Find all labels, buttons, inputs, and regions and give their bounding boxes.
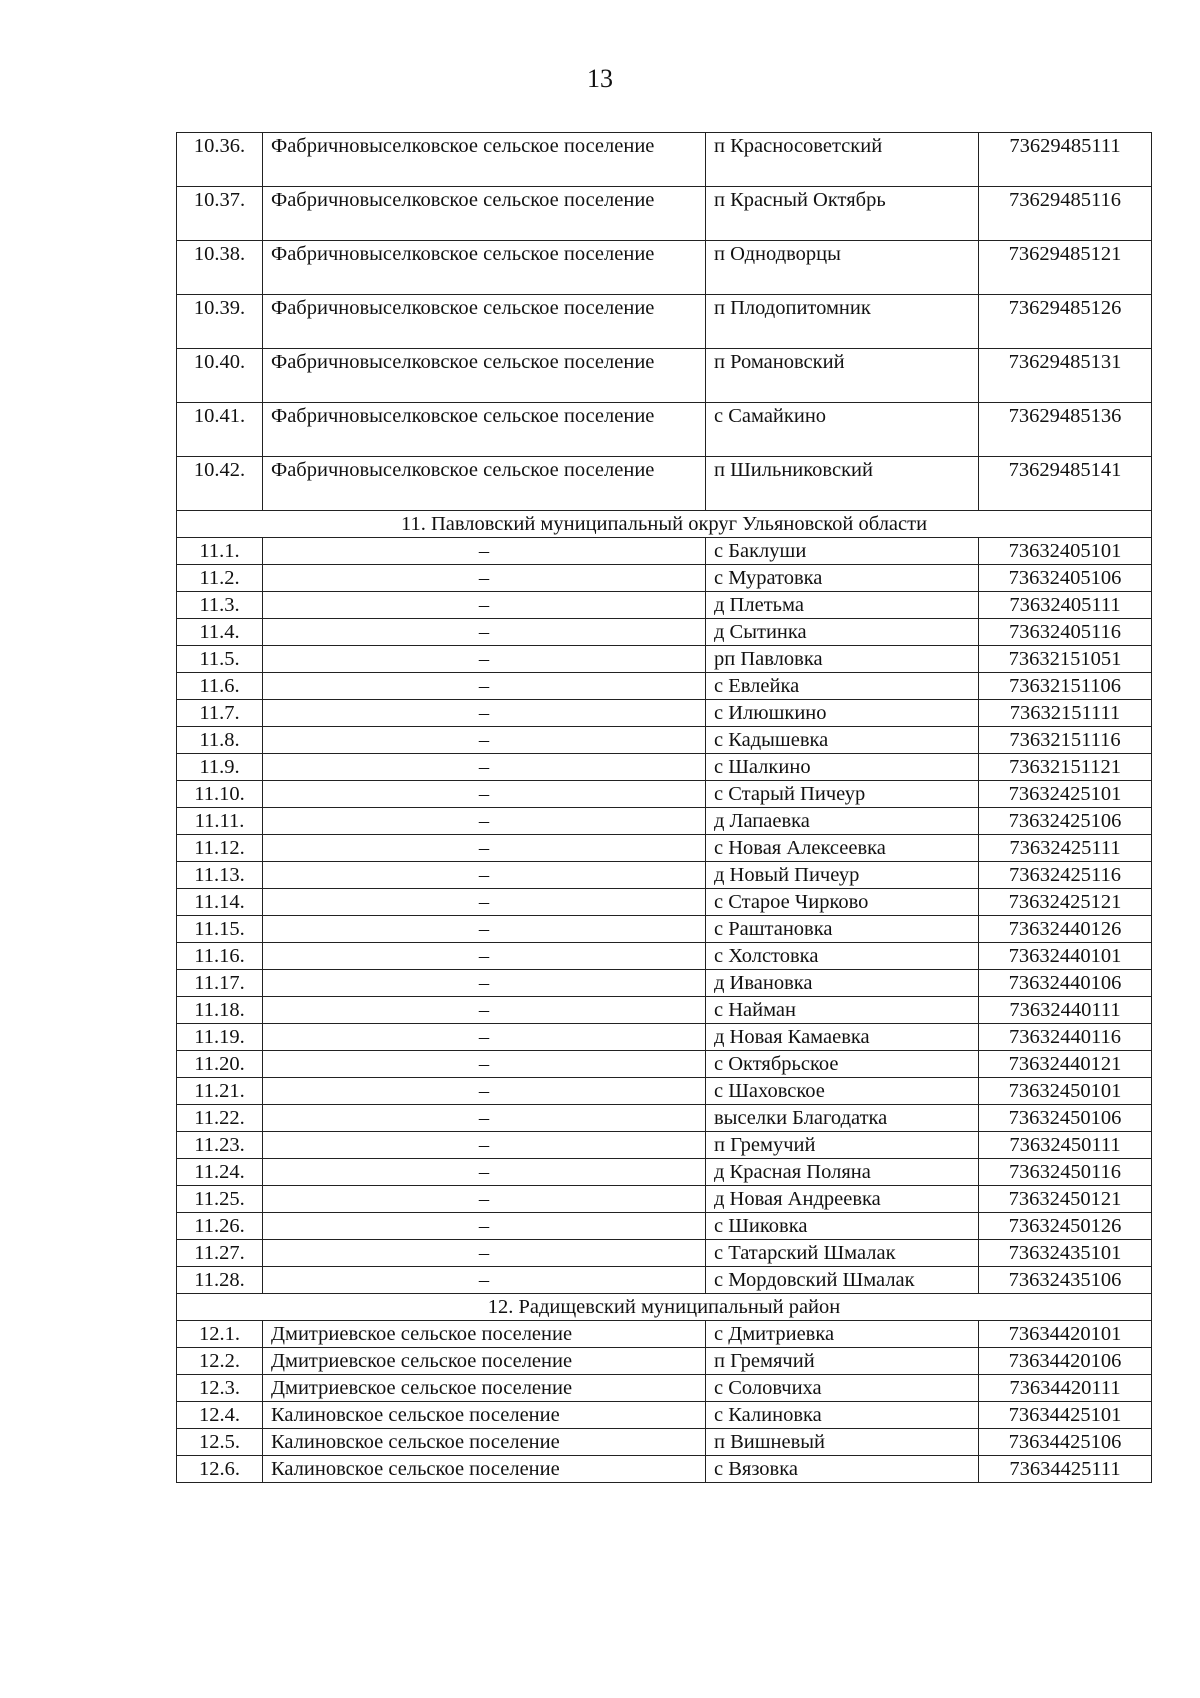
- oktmo-code: 73629485141: [979, 457, 1152, 511]
- locality-name: рп Павловка: [706, 646, 979, 673]
- table-row: [177, 241, 1152, 295]
- table-row: [177, 1186, 1152, 1213]
- locality-name: с Шаховское: [706, 1078, 979, 1105]
- table-row: [177, 916, 1152, 943]
- oktmo-code: 73632440111: [979, 997, 1152, 1024]
- table-row: [177, 1132, 1152, 1159]
- settlement-name: –: [263, 781, 706, 808]
- section-header-row: [177, 1294, 1152, 1321]
- settlement-name: Фабричновыселковское сельское поселение: [263, 457, 706, 511]
- row-number: 12.1.: [177, 1321, 263, 1348]
- oktmo-code: 73634425106: [979, 1429, 1152, 1456]
- locality-name: п Красносоветский: [706, 133, 979, 187]
- oktmo-code: 73634420106: [979, 1348, 1152, 1375]
- table-row: [177, 1429, 1152, 1456]
- settlement-name: –: [263, 1132, 706, 1159]
- locality-name: с Дмитриевка: [706, 1321, 979, 1348]
- locality-name: с Соловчиха: [706, 1375, 979, 1402]
- oktmo-code: 73632450121: [979, 1186, 1152, 1213]
- settlement-name: –: [263, 1024, 706, 1051]
- oktmo-code: 73629485121: [979, 241, 1152, 295]
- row-number: 11.8.: [177, 727, 263, 754]
- table-row: [177, 970, 1152, 997]
- settlement-name: Дмитриевское сельское поселение: [263, 1348, 706, 1375]
- oktmo-code: 73632450101: [979, 1078, 1152, 1105]
- locality-name: д Новый Пичеур: [706, 862, 979, 889]
- settlement-name: –: [263, 1186, 706, 1213]
- row-number: 11.17.: [177, 970, 263, 997]
- table-row: [177, 781, 1152, 808]
- table-row: [177, 457, 1152, 511]
- oktmo-code: 73634420111: [979, 1375, 1152, 1402]
- table-row: [177, 673, 1152, 700]
- oktmo-code: 73632425116: [979, 862, 1152, 889]
- oktmo-code: 73632440106: [979, 970, 1152, 997]
- settlement-name: –: [263, 1051, 706, 1078]
- locality-name: с Старый Пичеур: [706, 781, 979, 808]
- row-number: 11.18.: [177, 997, 263, 1024]
- locality-name: с Шиковка: [706, 1213, 979, 1240]
- settlement-name: Калиновское сельское поселение: [263, 1456, 706, 1483]
- locality-name: с Найман: [706, 997, 979, 1024]
- table-row: [177, 754, 1152, 781]
- row-number: 11.27.: [177, 1240, 263, 1267]
- table-row: [177, 997, 1152, 1024]
- locality-name: с Шалкино: [706, 754, 979, 781]
- table-row: [177, 1375, 1152, 1402]
- table-row: [177, 889, 1152, 916]
- locality-name: с Муратовка: [706, 565, 979, 592]
- oktmo-code: 73632435106: [979, 1267, 1152, 1294]
- locality-name: с Кадышевка: [706, 727, 979, 754]
- settlement-name: –: [263, 565, 706, 592]
- row-number: 11.23.: [177, 1132, 263, 1159]
- locality-name: п Гремучий: [706, 1132, 979, 1159]
- settlement-name: –: [263, 1105, 706, 1132]
- row-number: 11.4.: [177, 619, 263, 646]
- table-row: [177, 1348, 1152, 1375]
- locality-name: с Евлейка: [706, 673, 979, 700]
- oktmo-code: 73632405106: [979, 565, 1152, 592]
- row-number: 12.5.: [177, 1429, 263, 1456]
- oktmo-code: 73632405111: [979, 592, 1152, 619]
- locality-name: с Старое Чирково: [706, 889, 979, 916]
- row-number: 11.13.: [177, 862, 263, 889]
- row-number: 11.1.: [177, 538, 263, 565]
- settlement-name: –: [263, 727, 706, 754]
- locality-name: с Новая Алексеевка: [706, 835, 979, 862]
- table-row: [177, 592, 1152, 619]
- locality-name: п Красный Октябрь: [706, 187, 979, 241]
- oktmo-code: 73629485126: [979, 295, 1152, 349]
- settlement-name: –: [263, 646, 706, 673]
- settlement-name: –: [263, 970, 706, 997]
- row-number: 10.36.: [177, 133, 263, 187]
- table-row: [177, 565, 1152, 592]
- row-number: 12.3.: [177, 1375, 263, 1402]
- locality-name: с Баклуши: [706, 538, 979, 565]
- locality-name: п Однодворцы: [706, 241, 979, 295]
- table-row: [177, 808, 1152, 835]
- table-row: [177, 646, 1152, 673]
- row-number: 11.11.: [177, 808, 263, 835]
- oktmo-code: 73629485116: [979, 187, 1152, 241]
- table-row: [177, 1024, 1152, 1051]
- locality-name: с Самайкино: [706, 403, 979, 457]
- settlement-name: –: [263, 619, 706, 646]
- locality-name: п Романовский: [706, 349, 979, 403]
- oktmo-code: 73632450116: [979, 1159, 1152, 1186]
- table-row: [177, 619, 1152, 646]
- table-row: [177, 727, 1152, 754]
- row-number: 11.7.: [177, 700, 263, 727]
- row-number: 11.12.: [177, 835, 263, 862]
- row-number: 11.28.: [177, 1267, 263, 1294]
- table-row: [177, 862, 1152, 889]
- locality-name: с Раштановка: [706, 916, 979, 943]
- row-number: 10.42.: [177, 457, 263, 511]
- oktmo-code: 73634420101: [979, 1321, 1152, 1348]
- settlement-name: –: [263, 700, 706, 727]
- settlement-name: –: [263, 943, 706, 970]
- settlement-name: Фабричновыселковское сельское поселение: [263, 403, 706, 457]
- table-row: [177, 1159, 1152, 1186]
- locality-name: д Сытинка: [706, 619, 979, 646]
- settlement-name: –: [263, 754, 706, 781]
- row-number: 11.16.: [177, 943, 263, 970]
- locality-name: с Калиновка: [706, 1402, 979, 1429]
- locality-name: с Мордовский Шмалак: [706, 1267, 979, 1294]
- row-number: 11.10.: [177, 781, 263, 808]
- oktmo-code: 73632440101: [979, 943, 1152, 970]
- oktmo-code: 73632151111: [979, 700, 1152, 727]
- row-number: 11.14.: [177, 889, 263, 916]
- settlement-name: Фабричновыселковское сельское поселение: [263, 133, 706, 187]
- oktmo-code: 73632151106: [979, 673, 1152, 700]
- table-row: [177, 1051, 1152, 1078]
- locality-name: д Новая Камаевка: [706, 1024, 979, 1051]
- row-number: 11.15.: [177, 916, 263, 943]
- row-number: 11.22.: [177, 1105, 263, 1132]
- row-number: 11.19.: [177, 1024, 263, 1051]
- locality-name: д Ивановка: [706, 970, 979, 997]
- row-number: 11.3.: [177, 592, 263, 619]
- locality-name: д Красная Поляна: [706, 1159, 979, 1186]
- row-number: 11.21.: [177, 1078, 263, 1105]
- locality-name: с Татарский Шмалак: [706, 1240, 979, 1267]
- table-row: [177, 700, 1152, 727]
- settlement-name: Калиновское сельское поселение: [263, 1402, 706, 1429]
- locality-name: с Холстовка: [706, 943, 979, 970]
- locality-name: д Плетьма: [706, 592, 979, 619]
- row-number: 10.41.: [177, 403, 263, 457]
- oktmo-code: 73634425111: [979, 1456, 1152, 1483]
- page-number: 13: [587, 64, 613, 93]
- oktmo-code: 73632440116: [979, 1024, 1152, 1051]
- settlement-name: –: [263, 1078, 706, 1105]
- settlement-name: –: [263, 1213, 706, 1240]
- row-number: 10.37.: [177, 187, 263, 241]
- locality-name: д Лапаевка: [706, 808, 979, 835]
- oktmo-code: 73629485136: [979, 403, 1152, 457]
- locality-name: д Новая Андреевка: [706, 1186, 979, 1213]
- oktmo-code: 73632440121: [979, 1051, 1152, 1078]
- settlement-name: –: [263, 997, 706, 1024]
- table-row: [177, 1402, 1152, 1429]
- oktmo-code: 73634425101: [979, 1402, 1152, 1429]
- settlement-name: Фабричновыселковское сельское поселение: [263, 349, 706, 403]
- locality-name: с Октябрьское: [706, 1051, 979, 1078]
- settlements-table: [176, 132, 1152, 1483]
- settlement-name: Дмитриевское сельское поселение: [263, 1375, 706, 1402]
- table-row: [177, 943, 1152, 970]
- oktmo-code: 73629485131: [979, 349, 1152, 403]
- oktmo-code: 73632425121: [979, 889, 1152, 916]
- row-number: 10.40.: [177, 349, 263, 403]
- table-row: [177, 538, 1152, 565]
- oktmo-code: 73629485111: [979, 133, 1152, 187]
- section-header-row: [177, 511, 1152, 538]
- oktmo-code: 73632440126: [979, 916, 1152, 943]
- settlement-name: –: [263, 673, 706, 700]
- settlement-name: –: [263, 592, 706, 619]
- row-number: 10.38.: [177, 241, 263, 295]
- oktmo-code: 73632425101: [979, 781, 1152, 808]
- table-row: [177, 835, 1152, 862]
- settlement-name: –: [263, 538, 706, 565]
- table-row: [177, 1267, 1152, 1294]
- section-title: 12. Радищевский муниципальный район: [177, 1294, 1152, 1321]
- row-number: 12.4.: [177, 1402, 263, 1429]
- row-number: 12.6.: [177, 1456, 263, 1483]
- oktmo-code: 73632151116: [979, 727, 1152, 754]
- row-number: 12.2.: [177, 1348, 263, 1375]
- row-number: 10.39.: [177, 295, 263, 349]
- settlement-name: Дмитриевское сельское поселение: [263, 1321, 706, 1348]
- oktmo-code: 73632425106: [979, 808, 1152, 835]
- table-row: [177, 1321, 1152, 1348]
- row-number: 11.5.: [177, 646, 263, 673]
- table-row: [177, 1456, 1152, 1483]
- table-row: [177, 1105, 1152, 1132]
- locality-name: с Илюшкино: [706, 700, 979, 727]
- table-row: [177, 295, 1152, 349]
- oktmo-code: 73632425111: [979, 835, 1152, 862]
- table-row: [177, 187, 1152, 241]
- settlement-name: –: [263, 1267, 706, 1294]
- row-number: 11.25.: [177, 1186, 263, 1213]
- oktmo-code: 73632405101: [979, 538, 1152, 565]
- settlement-name: –: [263, 862, 706, 889]
- settlement-name: –: [263, 889, 706, 916]
- table-row: [177, 1078, 1152, 1105]
- settlement-name: Фабричновыселковское сельское поселение: [263, 241, 706, 295]
- settlement-name: –: [263, 808, 706, 835]
- settlement-name: Фабричновыселковское сельское поселение: [263, 295, 706, 349]
- row-number: 11.6.: [177, 673, 263, 700]
- settlement-name: –: [263, 835, 706, 862]
- row-number: 11.9.: [177, 754, 263, 781]
- locality-name: п Шильниковский: [706, 457, 979, 511]
- section-title: 11. Павловский муниципальный округ Ульяновской области: [177, 511, 1152, 538]
- locality-name: п Плодопитомник: [706, 295, 979, 349]
- settlement-name: –: [263, 1159, 706, 1186]
- row-number: 11.20.: [177, 1051, 263, 1078]
- oktmo-code: 73632435101: [979, 1240, 1152, 1267]
- settlement-name: –: [263, 1240, 706, 1267]
- oktmo-code: 73632151051: [979, 646, 1152, 673]
- row-number: 11.24.: [177, 1159, 263, 1186]
- oktmo-code: 73632405116: [979, 619, 1152, 646]
- row-number: 11.26.: [177, 1213, 263, 1240]
- oktmo-code: 73632450106: [979, 1105, 1152, 1132]
- locality-name: п Вишневый: [706, 1429, 979, 1456]
- table-row: [177, 349, 1152, 403]
- table-body: [177, 133, 1152, 1483]
- row-number: 11.2.: [177, 565, 263, 592]
- settlement-name: Калиновское сельское поселение: [263, 1429, 706, 1456]
- table-row: [177, 1240, 1152, 1267]
- locality-name: выселки Благодатка: [706, 1105, 979, 1132]
- table-row: [177, 403, 1152, 457]
- settlement-name: –: [263, 916, 706, 943]
- oktmo-code: 73632450126: [979, 1213, 1152, 1240]
- locality-name: с Вязовка: [706, 1456, 979, 1483]
- table-row: [177, 1213, 1152, 1240]
- settlement-name: Фабричновыселковское сельское поселение: [263, 187, 706, 241]
- locality-name: п Гремячий: [706, 1348, 979, 1375]
- oktmo-code: 73632450111: [979, 1132, 1152, 1159]
- oktmo-code: 73632151121: [979, 754, 1152, 781]
- table-row: [177, 133, 1152, 187]
